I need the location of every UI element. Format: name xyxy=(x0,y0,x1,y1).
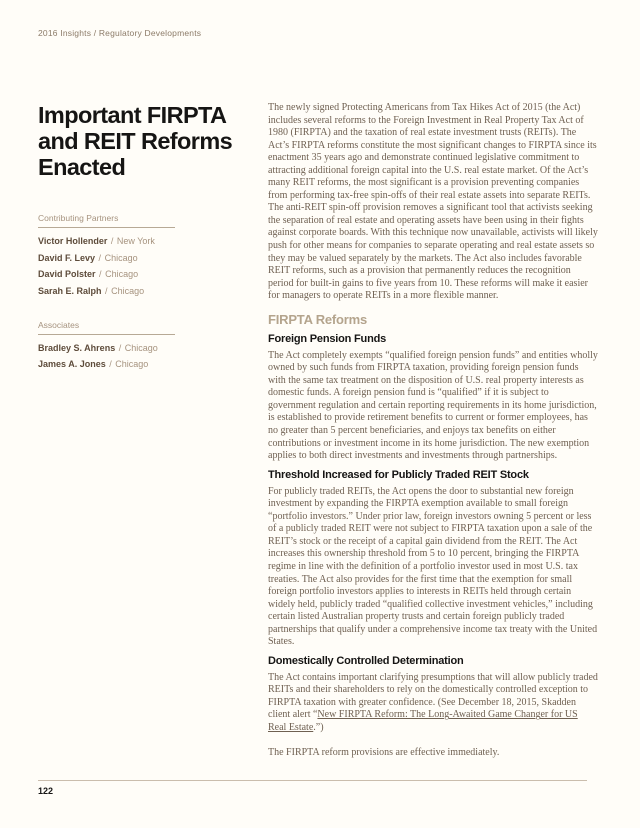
name-location-separator: / xyxy=(99,269,102,279)
firpta-reforms-heading: FIRPTA Reforms xyxy=(268,311,368,327)
contributor-row xyxy=(38,253,240,263)
contributor-name: Victor Hollender xyxy=(38,236,108,246)
contributor-row xyxy=(38,343,240,353)
contributor-location: Chicago xyxy=(111,285,145,296)
name-location-separator: / xyxy=(110,236,114,246)
contributor-name: James A. Jones xyxy=(38,359,106,369)
associates-label: Associates xyxy=(38,319,80,330)
paragraph-text: The Act contains important clarifying presumptions that will allow publicly traded REITs and their shareholders to rely on the domestically controlled exception to FIRPTA taxation with greater confidence. (See December 18, 2015, Skadden client alert “ xyxy=(268,671,598,721)
contributor-row xyxy=(38,286,240,296)
contributor-name: David F. Levy xyxy=(38,252,96,263)
name-location-separator: / xyxy=(109,359,112,369)
contributor-name: Sarah E. Ralph xyxy=(38,285,102,296)
contributor-location: Chicago xyxy=(104,252,138,263)
contributor-row xyxy=(38,269,240,279)
contributor-location: Chicago xyxy=(124,342,158,353)
name-location-separator: / xyxy=(98,252,102,263)
threshold-increased-paragraph: For publicly traded REITs, the Act opens the door to substantial new foreign investment by expanding the FIRPTA exemption available to small foreign “portfolio investors.” Under prior law, foreign investors owning 5 percent or less of a publicly traded REIT were not subject to FIRPTA taxation upon a sale of the REIT’s stock or the receipt of a capital gain dividend from the REIT. The Act increases this ownership threshold from 5 to 10 percent, bringing the FIRPTA regime in line with the definition of a portfolio investor used in most U.S. tax treaties. The Act also provides for the first time that the exemption for small foreign portfolio investors applies to interests in REITs held through certain widely held, publicly traded “qualified collective investment vehicles,” including certain listed Australian property trusts and certain foreign publicly traded partnerships that qualify under a comprehensive income tax treaty with the United States. xyxy=(268,485,598,648)
article-sidebar xyxy=(38,102,240,369)
paragraph-text: .”) xyxy=(313,721,324,733)
contributor-name: David Polster xyxy=(38,269,96,279)
contributing-partners-label: Contributing Partners xyxy=(38,213,119,223)
page-title: Important FIRPTA and REIT Reforms Enacted xyxy=(38,102,233,180)
contributor-row xyxy=(38,359,240,369)
name-location-separator: / xyxy=(105,285,108,296)
intro-paragraph: The newly signed Protecting Americans from Tax Hikes Act of 2015 (the Act) includes several reforms to the Foreign Investment in Real Property Tax Act of 1980 (FIRPTA) and the taxation of real estate investment trusts (REITs). The Act’s FIRPTA reforms constitute the most significant changes to FIRPTA since its enactment 35 years ago and demonstrate continued legislative commitment to attracting additional foreign capital into the U.S. real estate market. Of the Act’s many REIT reforms, the most significant is a provision preventing companies from performing tax-free spin-offs of their real estate assets into separate REITs. The anti-REIT spin-off provision removes a significant tool that activists seeking the separation of real estate and operating assets have been using in their fights against corporate boards. With this technique now unavailable, activists will likely push for other means for companies to separate operating and real estate assets so they may be valued separately by the markets. The Act also includes favorable REIT reforms, such as a provision that permanently reduces the recognition period for built-in gains to five years from 10. These reforms will make it easier for managers to operate REITs in a more flexible manner. xyxy=(268,102,598,302)
contributor-location: Chicago xyxy=(115,359,149,369)
contributor-location: New York xyxy=(116,236,155,246)
contributor-name: Bradley S. Ahrens xyxy=(38,342,116,353)
domestically-controlled-paragraph xyxy=(268,672,598,735)
client-alert-link[interactable]: New FIRPTA Reform: The Long-Awaited Game Changer for US Real Estate xyxy=(268,709,578,733)
divider xyxy=(38,227,175,228)
footer-divider xyxy=(38,780,587,781)
name-location-separator: / xyxy=(118,342,122,353)
domestically-controlled-heading: Domestically Controlled Determination xyxy=(268,654,464,667)
page-number: 122 xyxy=(38,786,54,796)
threshold-increased-heading: Threshold Increased for Publicly Traded REIT Stock xyxy=(268,468,529,481)
contributor-location: Chicago xyxy=(105,269,139,279)
article-body xyxy=(268,102,598,759)
foreign-pension-funds-paragraph: The Act completely exempts “qualified foreign pension funds” and entities wholly owned by such funds from FIRPTA taxation, providing foreign pension funds with the same tax treatment on the disposition of U.S. real property interests as domestic funds. A foreign pension fund is “qualified” if it is subject to government regulation and certain reporting requirements in its home jurisdiction, is established to provide retirement benefits to current or former employees, has no greater than 5 percent beneficiaries, and enjoys tax benefits on either contributions or investment income in its home jurisdiction. The new exemption applies to both direct investments and investments through partnerships. xyxy=(268,349,598,462)
divider xyxy=(38,334,175,335)
foreign-pension-funds-heading: Foreign Pension Funds xyxy=(268,332,387,345)
contributor-row xyxy=(38,236,240,246)
breadcrumb: 2016 Insights / Regulatory Developments xyxy=(38,28,202,38)
closing-paragraph: The FIRPTA reform provisions are effective immediately. xyxy=(268,746,500,758)
